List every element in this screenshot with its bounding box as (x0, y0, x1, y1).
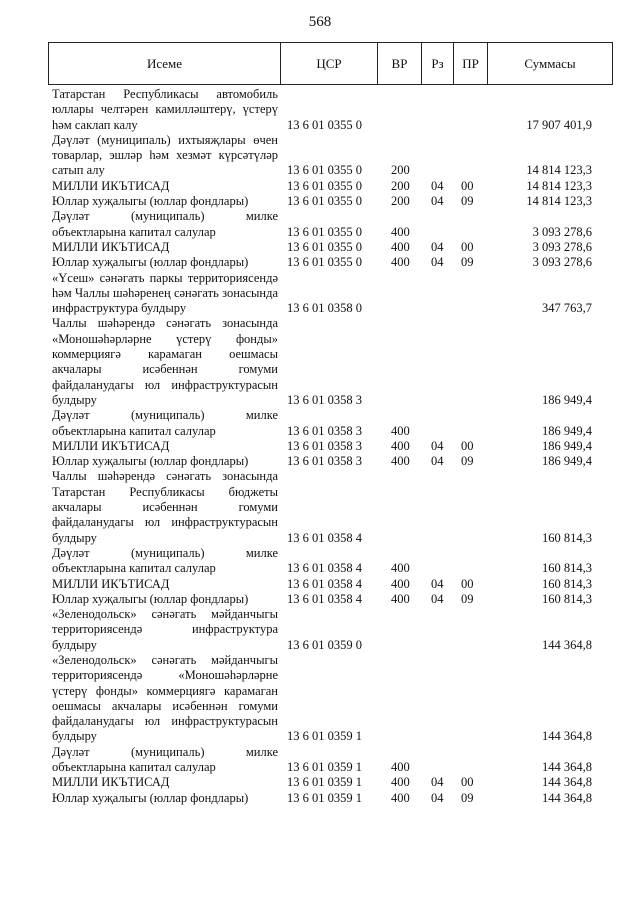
row-pr: 09 (461, 194, 474, 209)
row-sum: 3 093 278,6 (532, 255, 592, 270)
row-rz: 04 (431, 178, 444, 193)
header-vr: ВР (378, 43, 422, 84)
row-rz: 04 (431, 790, 444, 805)
row-csr: 13 6 01 0355 0 (287, 224, 362, 239)
row-vr: 400 (391, 239, 410, 254)
table-row (0, 316, 640, 408)
row-csr: 13 6 01 0359 1 (287, 729, 362, 744)
row-sum: 3 093 278,6 (532, 239, 592, 254)
table-row (0, 454, 640, 469)
row-name: Дәүләт (муниципаль) милке объектларына капитал салулар (52, 545, 278, 576)
row-csr: 13 6 01 0355 0 (287, 117, 362, 132)
table-row (0, 775, 640, 790)
table-row (0, 408, 640, 439)
row-csr: 13 6 01 0358 4 (287, 530, 362, 545)
row-csr: 13 6 01 0359 0 (287, 637, 362, 652)
row-rz: 04 (431, 255, 444, 270)
row-sum: 186 949,4 (542, 438, 592, 453)
row-vr: 400 (391, 576, 410, 591)
table-row (0, 546, 640, 577)
row-rz: 04 (431, 454, 444, 469)
table-row (0, 439, 640, 454)
row-vr: 200 (391, 163, 410, 178)
table-row (0, 255, 640, 270)
row-pr: 00 (461, 178, 474, 193)
row-name: Юллар хуҗалыгы (юллар фондлары) (52, 194, 249, 209)
row-name: Дәүләт (муниципаль) милке объектларына капитал салулар (52, 408, 278, 438)
table-row (0, 87, 640, 133)
row-sum: 14 814 123,3 (526, 178, 592, 193)
row-name: Юллар хуҗалыгы (юллар фондлары) (52, 790, 249, 805)
table-row (0, 592, 640, 607)
row-csr: 13 6 01 0355 0 (287, 194, 362, 209)
row-vr: 400 (391, 775, 410, 790)
row-sum: 144 364,8 (542, 760, 592, 775)
row-rz: 04 (431, 775, 444, 790)
row-name: Дәүләт (муниципаль) милке объектларына капитал салулар (52, 209, 278, 239)
row-sum: 160 814,3 (542, 591, 592, 606)
header-rz: Рз (422, 43, 454, 84)
table-header (48, 42, 613, 85)
row-pr: 00 (461, 438, 474, 453)
table-body (0, 87, 640, 806)
row-name: Чаллы шәһәрендә сәнәгать зонасында «Моношәһәрләрне үстерү фонды» коммерциягә карамаган оешмасы акчалары исәбеннән гомуми файдаланудагы юл инфраструктурасын булдыру (52, 316, 278, 407)
row-pr: 09 (461, 790, 474, 805)
row-name: МИЛЛИ ИКЪТИСАД (52, 438, 170, 453)
row-csr: 13 6 01 0358 0 (287, 301, 362, 316)
row-csr: 13 6 01 0358 3 (287, 454, 362, 469)
row-pr: 09 (461, 591, 474, 606)
row-csr: 13 6 01 0358 3 (287, 438, 362, 453)
row-sum: 17 907 401,9 (526, 117, 592, 132)
row-name: МИЛЛИ ИКЪТИСАД (52, 178, 170, 193)
row-pr: 00 (461, 239, 474, 254)
row-vr: 400 (391, 760, 410, 775)
row-sum: 144 364,8 (542, 775, 592, 790)
row-pr: 09 (461, 255, 474, 270)
row-csr: 13 6 01 0358 4 (287, 576, 362, 591)
row-sum: 160 814,3 (542, 530, 592, 545)
row-sum: 14 814 123,3 (526, 163, 592, 178)
table-row (0, 133, 640, 179)
row-csr: 13 6 01 0358 4 (287, 591, 362, 606)
row-name: «Зеленодольск» сәнәгать мәйданчыгы территориясендә инфраструктура булдыру (52, 607, 278, 652)
table-row (0, 791, 640, 806)
row-csr: 13 6 01 0355 0 (287, 255, 362, 270)
table-row (0, 469, 640, 545)
row-name: Дәүләт (муниципаль) милке объектларына капитал салулар (52, 744, 278, 775)
row-sum: 144 364,8 (542, 790, 592, 805)
row-name: Юллар хуҗалыгы (юллар фондлары) (52, 591, 249, 606)
row-rz: 04 (431, 591, 444, 606)
row-name: Татарстан Республикасы автомобиль юллары челтәрен камилләштерү, үстерү һәм саклап калу (52, 87, 278, 132)
row-vr: 200 (391, 194, 410, 209)
row-csr: 13 6 01 0359 1 (287, 790, 362, 805)
row-rz: 04 (431, 194, 444, 209)
page-number: 568 (308, 14, 332, 30)
row-rz: 04 (431, 438, 444, 453)
header-sum: Суммасы (524, 55, 576, 71)
row-sum: 160 814,3 (542, 576, 592, 591)
row-pr: 09 (461, 454, 474, 469)
row-vr: 400 (391, 790, 410, 805)
row-vr: 400 (391, 561, 410, 576)
row-name: МИЛЛИ ИКЪТИСАД (52, 239, 170, 254)
row-csr: 13 6 01 0355 0 (287, 178, 362, 193)
row-name: «Зеленодольск» сәнәгать мәйданчыгы территориясендә «Моношәһәрләрне үстерү фонды» коммерциягә карамаган оешмасы акчалары исәбеннән гомуми файдаланудагы юл инфраструктурасын булдыру (52, 652, 278, 744)
row-csr: 13 6 01 0358 3 (287, 392, 362, 407)
row-vr: 400 (391, 454, 410, 469)
row-sum: 186 949,4 (542, 392, 592, 407)
row-csr: 13 6 01 0355 0 (287, 239, 362, 254)
row-csr: 13 6 01 0355 0 (287, 163, 362, 178)
header-pr: ПР (454, 43, 488, 84)
row-pr: 00 (461, 775, 474, 790)
header-name: Исеме (49, 43, 281, 84)
row-name: Юллар хуҗалыгы (юллар фондлары) (52, 454, 249, 469)
table-row (0, 607, 640, 653)
row-sum: 347 763,7 (542, 301, 592, 316)
row-vr: 200 (391, 178, 410, 193)
table-row (0, 745, 640, 776)
row-name: Юллар хуҗалыгы (юллар фондлары) (52, 255, 249, 270)
table-row (0, 209, 640, 240)
row-sum: 3 093 278,6 (532, 224, 592, 239)
table-row (0, 194, 640, 209)
row-pr: 00 (461, 576, 474, 591)
table-row (0, 271, 640, 317)
row-sum: 186 949,4 (542, 454, 592, 469)
row-vr: 400 (391, 423, 410, 438)
row-sum: 144 364,8 (542, 729, 592, 744)
row-vr: 400 (391, 591, 410, 606)
row-name: Дәүләт (муниципаль) ихтыяҗлары өчен товарлар, эшләр һәм хезмәт күрсәтүләр сатып алу (52, 132, 278, 178)
table-row (0, 577, 640, 592)
row-name: «Үсеш» сәнәгать паркы территориясендә һәм Чаллы шәһәренең сәнәгать зонасында инфраструктура булдыру (52, 270, 278, 316)
row-vr: 400 (391, 255, 410, 270)
row-name: Чаллы шәһәрендә сәнәгать зонасында Татарстан Республикасы бюджеты акчалары исәбеннән гомуми файдаланудагы юл инфраструктурасын булдыру (52, 469, 278, 545)
row-name: МИЛЛИ ИКЪТИСАД (52, 775, 170, 790)
table-row (0, 240, 640, 255)
row-name: МИЛЛИ ИКЪТИСАД (52, 576, 170, 591)
row-csr: 13 6 01 0358 4 (287, 561, 362, 576)
row-vr: 400 (391, 438, 410, 453)
row-sum: 144 364,8 (542, 637, 592, 652)
row-rz: 04 (431, 239, 444, 254)
row-sum: 186 949,4 (542, 423, 592, 438)
table-row (0, 179, 640, 194)
row-sum: 160 814,3 (542, 561, 592, 576)
row-csr: 13 6 01 0358 3 (287, 423, 362, 438)
row-rz: 04 (431, 576, 444, 591)
table-row (0, 653, 640, 745)
header-csr: ЦСР (281, 43, 378, 84)
row-csr: 13 6 01 0359 1 (287, 775, 362, 790)
row-csr: 13 6 01 0359 1 (287, 760, 362, 775)
row-vr: 400 (391, 224, 410, 239)
row-sum: 14 814 123,3 (526, 194, 592, 209)
